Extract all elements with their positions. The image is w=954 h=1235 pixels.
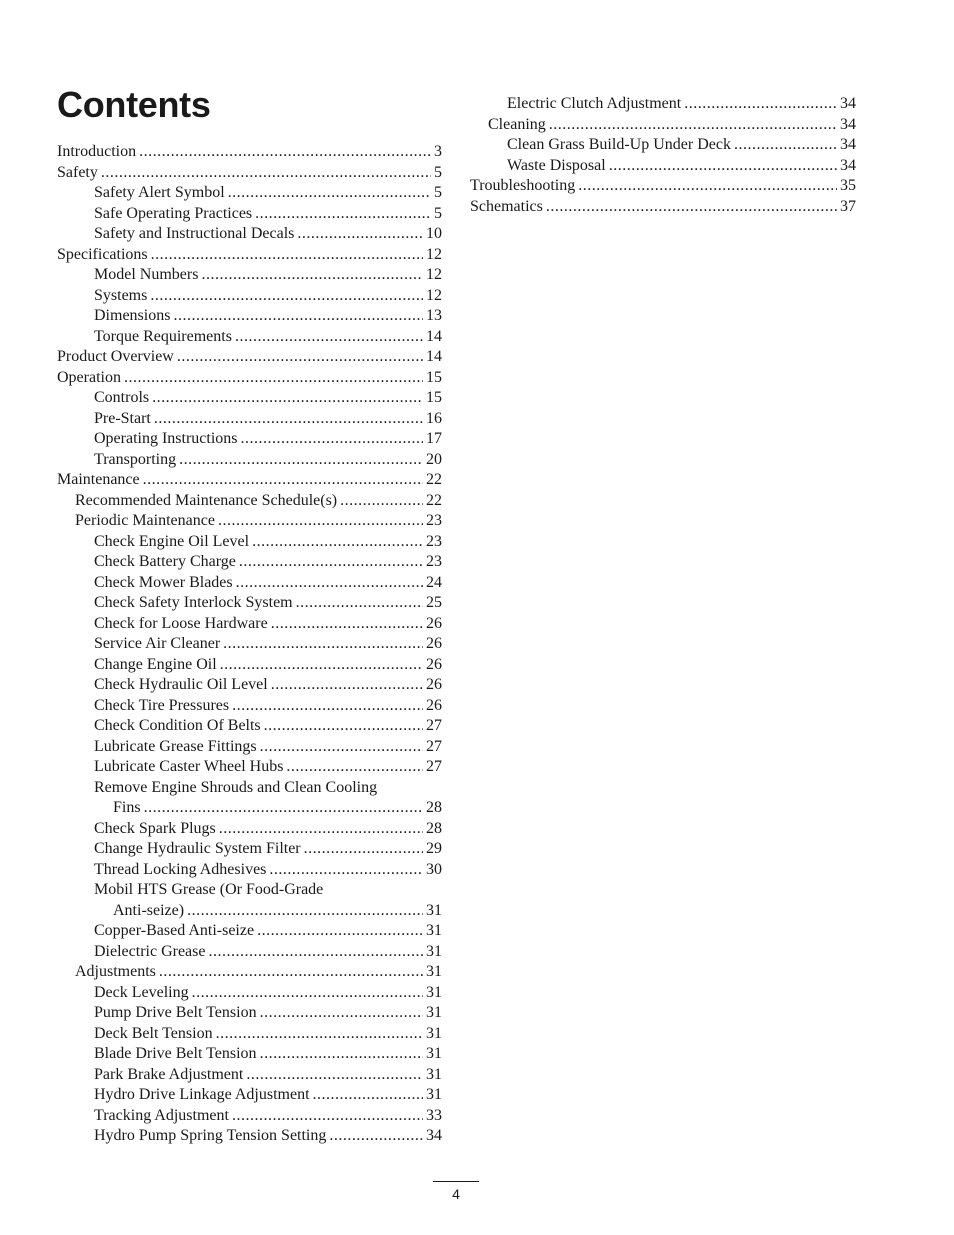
toc-entry[interactable] xyxy=(57,983,442,1004)
toc-entry[interactable] xyxy=(57,552,442,573)
toc-entry-page: 31 xyxy=(426,942,442,960)
dot-leader xyxy=(223,634,423,655)
toc-entry-label: Deck Leveling xyxy=(94,983,189,1001)
toc-entry-page: 23 xyxy=(426,512,442,529)
toc-entry-page: 27 xyxy=(426,737,442,755)
toc-entry-label: Check Hydraulic Oil Level xyxy=(94,676,268,693)
toc-entry[interactable] xyxy=(57,573,442,594)
toc-entry-label: Cleaning xyxy=(488,115,546,133)
toc-entry-page: 26 xyxy=(426,655,442,673)
toc-entry-page: 12 xyxy=(426,245,442,263)
dot-leader xyxy=(187,901,423,922)
toc-entry-label: Operation xyxy=(57,368,121,386)
toc-entry[interactable] xyxy=(57,778,442,819)
toc-entry-page: 5 xyxy=(434,204,442,222)
toc-entry-page: 12 xyxy=(426,286,442,304)
toc-entry-page: 34 xyxy=(840,95,856,112)
dot-leader xyxy=(228,183,431,204)
toc-entry-page: 34 xyxy=(840,156,856,174)
dot-leader xyxy=(286,757,423,778)
dot-leader xyxy=(101,163,431,184)
toc-entry-page: 30 xyxy=(426,860,442,878)
toc-entry[interactable] xyxy=(57,1024,442,1045)
toc-entry[interactable] xyxy=(57,1003,442,1024)
toc-entry-label: Electric Clutch Adjustment xyxy=(507,95,682,112)
dot-leader xyxy=(304,839,423,860)
toc-entry-label: Pump Drive Belt Tension xyxy=(94,1004,257,1021)
toc-entry[interactable] xyxy=(57,347,442,368)
dot-leader xyxy=(313,1085,423,1106)
toc-entry[interactable] xyxy=(57,962,442,983)
toc-entry-page: 34 xyxy=(426,1127,442,1144)
toc-entry-label: Safety Alert Symbol xyxy=(94,184,225,201)
toc-entry-page: 26 xyxy=(426,676,442,693)
toc-right-column xyxy=(470,94,856,217)
toc-entry-label: Operating Instructions xyxy=(94,430,238,447)
dot-leader xyxy=(252,532,423,553)
toc-entry-label: Check Engine Oil Level xyxy=(94,532,250,550)
toc-entry[interactable] xyxy=(57,183,442,204)
toc-entry[interactable] xyxy=(57,224,442,245)
dot-leader xyxy=(257,921,423,942)
dot-leader xyxy=(124,368,423,389)
toc-entry-label: Torque Requirements xyxy=(94,327,232,345)
dot-leader xyxy=(236,573,423,594)
toc-entry[interactable] xyxy=(470,197,856,218)
dot-leader xyxy=(297,224,423,245)
toc-entry[interactable] xyxy=(57,860,442,881)
toc-entry-page: 16 xyxy=(426,409,442,427)
toc-entry[interactable] xyxy=(57,327,442,348)
dot-leader xyxy=(220,655,423,676)
toc-entry[interactable] xyxy=(57,1085,442,1106)
toc-entry-label: Dimensions xyxy=(94,307,171,324)
toc-entry[interactable] xyxy=(57,1044,442,1065)
dot-leader xyxy=(232,696,423,717)
dot-leader xyxy=(143,470,423,491)
toc-entry[interactable] xyxy=(57,942,442,963)
toc-entry[interactable] xyxy=(57,204,442,225)
toc-entry[interactable] xyxy=(57,429,442,450)
toc-entry-page: 14 xyxy=(426,348,442,365)
toc-entry-label: Check Safety Interlock System xyxy=(94,594,293,611)
toc-entry-label: Check Battery Charge xyxy=(94,553,236,570)
toc-entry[interactable] xyxy=(57,163,442,184)
toc-entry-page: 28 xyxy=(426,799,442,816)
toc-entry-page: 3 xyxy=(434,143,442,160)
toc-entry-label: Troubleshooting xyxy=(470,177,576,194)
dot-leader xyxy=(255,204,431,225)
toc-entry[interactable] xyxy=(470,135,856,156)
dot-leader xyxy=(269,860,423,881)
toc-entry[interactable] xyxy=(57,286,442,307)
toc-entry-page: 31 xyxy=(426,922,442,939)
dot-leader xyxy=(340,491,423,512)
toc-entry[interactable] xyxy=(57,388,442,409)
page-number: 4 xyxy=(452,1186,460,1202)
toc-entry-page: 33 xyxy=(426,1106,442,1124)
toc-entry-label: Adjustments xyxy=(75,963,156,980)
toc-entry-page: 37 xyxy=(840,197,856,215)
dot-leader xyxy=(734,135,837,156)
toc-entry-label: Dielectric Grease xyxy=(94,942,206,960)
toc-entry-page: 5 xyxy=(434,184,442,201)
toc-entry-label: Safety and Instructional Decals xyxy=(94,225,295,242)
toc-entry-page: 28 xyxy=(426,819,442,837)
toc-entry-label: Check Spark Plugs xyxy=(94,819,216,837)
dot-leader xyxy=(239,552,423,573)
toc-entry[interactable] xyxy=(57,306,442,327)
toc-entry-label: Schematics xyxy=(470,197,543,215)
toc-entry-page: 14 xyxy=(426,327,442,345)
dot-leader xyxy=(329,1126,423,1147)
toc-entry-label: Park Brake Adjustment xyxy=(94,1065,244,1083)
toc-entry-label: Deck Belt Tension xyxy=(94,1024,213,1042)
toc-entry-page: 22 xyxy=(426,471,442,488)
footer-divider xyxy=(433,1181,479,1182)
toc-entry-label: Safety xyxy=(57,163,98,181)
toc-entry[interactable] xyxy=(57,368,442,389)
toc-entry-page: 27 xyxy=(426,758,442,775)
dot-leader xyxy=(201,265,423,286)
toc-entry-label: Blade Drive Belt Tension xyxy=(94,1045,257,1062)
toc-entry-label: Safe Operating Practices xyxy=(94,204,253,222)
dot-leader xyxy=(246,1065,423,1086)
toc-entry[interactable] xyxy=(57,491,442,512)
toc-entry-page: 29 xyxy=(426,840,442,857)
dot-leader xyxy=(150,286,423,307)
toc-entry-label: Specifications xyxy=(57,245,148,263)
toc-entry-page: 23 xyxy=(426,532,442,550)
dot-leader xyxy=(192,983,423,1004)
toc-entry-label: Controls xyxy=(94,389,150,406)
toc-entry-page: 31 xyxy=(426,1086,442,1103)
toc-entry-page: 17 xyxy=(426,430,442,447)
toc-entry[interactable] xyxy=(57,1106,442,1127)
toc-entry-page: 10 xyxy=(426,225,442,242)
dot-leader xyxy=(139,142,431,163)
toc-entry-label: Model Numbers xyxy=(94,266,199,283)
toc-entry-page: 12 xyxy=(426,266,442,283)
toc-entry-label: Product Overview xyxy=(57,348,174,365)
toc-entry[interactable] xyxy=(57,470,442,491)
dot-leader xyxy=(219,819,423,840)
toc-entry[interactable] xyxy=(57,696,442,717)
dot-leader xyxy=(218,511,423,532)
toc-entry-label: Check for Loose Hardware xyxy=(94,614,268,632)
dot-leader xyxy=(546,197,837,218)
dot-leader xyxy=(154,409,423,430)
toc-entry-label: Transporting xyxy=(94,450,177,468)
toc-entry-label: Waste Disposal xyxy=(507,156,606,174)
toc-entry-label: Tracking Adjustment xyxy=(94,1106,229,1124)
toc-entry[interactable] xyxy=(57,880,442,921)
dot-leader xyxy=(216,1024,423,1045)
dot-leader xyxy=(271,614,423,635)
toc-entry-label: Systems xyxy=(94,286,148,304)
toc-entry-label-line: Remove Engine Shrouds and Clean Cooling xyxy=(94,778,378,796)
toc-entry[interactable] xyxy=(57,1126,442,1147)
dot-leader xyxy=(260,1044,423,1065)
toc-entry-label-line: Mobil HTS Grease (Or Food-Grade xyxy=(94,881,324,898)
toc-entry-page: 31 xyxy=(426,963,442,980)
toc-entry[interactable] xyxy=(57,716,442,737)
dot-leader xyxy=(578,176,837,197)
toc-entry-page: 5 xyxy=(434,163,442,181)
toc-entry[interactable] xyxy=(57,921,442,942)
toc-entry-label: Introduction xyxy=(57,143,137,160)
toc-entry-page: 31 xyxy=(426,1004,442,1021)
dot-leader xyxy=(144,798,423,819)
toc-entry[interactable] xyxy=(57,409,442,430)
toc-entry[interactable] xyxy=(57,265,442,286)
toc-entry-page: 24 xyxy=(426,573,442,591)
dot-leader xyxy=(208,942,423,963)
toc-entry-label: Recommended Maintenance Schedule(s) xyxy=(75,491,338,509)
dot-leader xyxy=(173,306,423,327)
toc-entry-label: Lubricate Grease Fittings xyxy=(94,737,257,755)
dot-leader xyxy=(232,1106,423,1127)
toc-entry[interactable] xyxy=(470,156,856,177)
toc-entry-page: 31 xyxy=(426,901,442,919)
toc-entry-page: 31 xyxy=(426,983,442,1001)
dot-leader xyxy=(241,429,423,450)
toc-entry[interactable] xyxy=(470,115,856,136)
toc-entry-label: Clean Grass Build-Up Under Deck xyxy=(507,136,731,153)
toc-entry-page: 27 xyxy=(426,717,442,734)
page-title: Contents xyxy=(57,84,211,125)
toc-entry-label: Periodic Maintenance xyxy=(75,512,215,529)
toc-entry-page: 23 xyxy=(426,553,442,570)
toc-entry-page: 15 xyxy=(426,368,442,386)
toc-entry-page: 26 xyxy=(426,696,442,714)
toc-entry-page: 34 xyxy=(840,115,856,133)
dot-leader xyxy=(159,962,423,983)
toc-entry-label: Anti-seize) xyxy=(113,901,185,919)
toc-entry[interactable] xyxy=(57,655,442,676)
dot-leader xyxy=(684,94,837,115)
toc-entry-label: Copper-Based Anti-seize xyxy=(94,922,255,939)
toc-entry-page: 25 xyxy=(426,594,442,611)
toc-entry[interactable] xyxy=(470,176,856,197)
toc-entry-page: 22 xyxy=(426,491,442,509)
toc-entry[interactable] xyxy=(57,614,442,635)
toc-entry-page: 35 xyxy=(840,177,856,194)
toc-entry-page: 15 xyxy=(426,389,442,406)
toc-entry-label: Lubricate Caster Wheel Hubs xyxy=(94,758,284,775)
dot-leader xyxy=(609,156,837,177)
toc-entry[interactable] xyxy=(57,819,442,840)
dot-leader xyxy=(151,245,423,266)
toc-entry[interactable] xyxy=(57,634,442,655)
toc-entry[interactable] xyxy=(57,839,442,860)
toc-entry-label: Change Engine Oil xyxy=(94,655,217,673)
toc-entry-label: Hydro Pump Spring Tension Setting xyxy=(94,1127,327,1144)
toc-entry[interactable] xyxy=(470,94,856,115)
toc-entry-label: Check Mower Blades xyxy=(94,573,233,591)
dot-leader xyxy=(260,737,423,758)
dot-leader xyxy=(549,115,837,136)
toc-entry[interactable] xyxy=(57,1065,442,1086)
toc-entry[interactable] xyxy=(57,450,442,471)
toc-entry[interactable] xyxy=(57,245,442,266)
toc-entry-label: Service Air Cleaner xyxy=(94,635,221,652)
toc-entry-label: Change Hydraulic System Filter xyxy=(94,840,301,857)
dot-leader xyxy=(296,593,423,614)
toc-entry-label: Check Tire Pressures xyxy=(94,696,230,714)
toc-entry-page: 26 xyxy=(426,614,442,632)
toc-entry-page: 13 xyxy=(426,307,442,324)
dot-leader xyxy=(260,1003,423,1024)
toc-entry[interactable] xyxy=(57,511,442,532)
toc-entry[interactable] xyxy=(57,593,442,614)
toc-left-column xyxy=(57,142,442,1147)
toc-entry-page: 20 xyxy=(426,450,442,468)
toc-entry-label: Thread Locking Adhesives xyxy=(94,860,267,878)
toc-entry-page: 31 xyxy=(426,1065,442,1083)
toc-entry[interactable] xyxy=(57,532,442,553)
toc-entry-label: Check Condition Of Belts xyxy=(94,717,261,734)
toc-entry[interactable] xyxy=(57,757,442,778)
toc-entry-page: 31 xyxy=(426,1045,442,1062)
dot-leader xyxy=(271,675,423,696)
toc-entry-label: Maintenance xyxy=(57,471,140,488)
dot-leader xyxy=(179,450,423,471)
toc-entry-page: 31 xyxy=(426,1024,442,1042)
toc-entry-label: Pre-Start xyxy=(94,409,151,427)
dot-leader xyxy=(152,388,423,409)
dot-leader xyxy=(235,327,423,348)
toc-entry[interactable] xyxy=(57,675,442,696)
toc-entry-page: 26 xyxy=(426,635,442,652)
toc-entry[interactable] xyxy=(57,142,442,163)
toc-entry-label: Hydro Drive Linkage Adjustment xyxy=(94,1086,310,1103)
dot-leader xyxy=(177,347,423,368)
toc-entry-page: 34 xyxy=(840,136,856,153)
toc-entry[interactable] xyxy=(57,737,442,758)
dot-leader xyxy=(264,716,423,737)
toc-entry-label: Fins xyxy=(113,799,141,816)
